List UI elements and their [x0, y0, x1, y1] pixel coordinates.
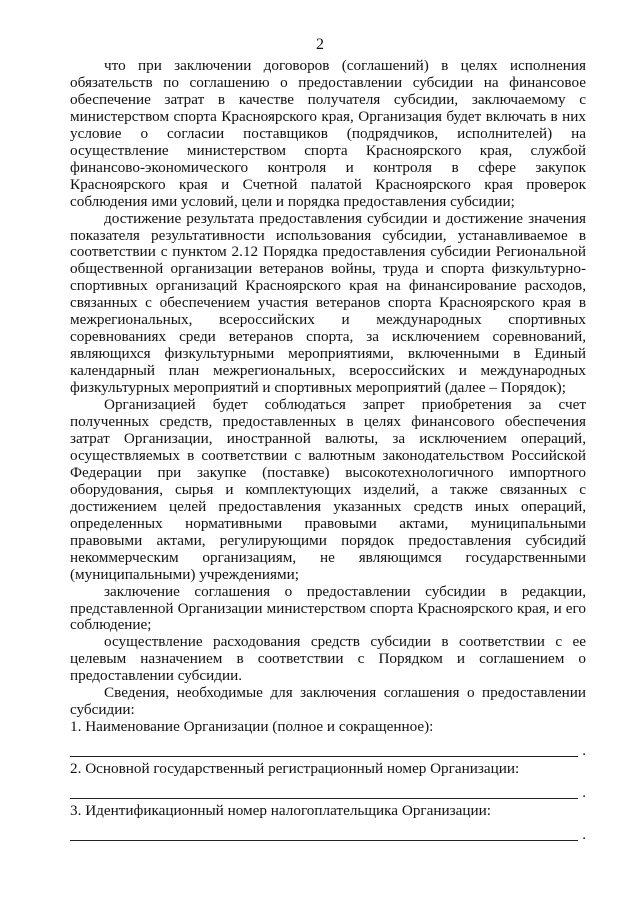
page-number: 2 [316, 36, 324, 53]
field-line-end: . [582, 827, 586, 844]
field-line-end: . [582, 743, 586, 760]
field-line-ogrn[interactable] [70, 778, 586, 802]
field-line-organization-name[interactable] [70, 736, 586, 760]
paragraph-agreement-conclusion: заключение соглашения о предоставлении субсидии в редакции, представленной Организации министерством спорта Красноярского края, и его соблюдение; [70, 582, 586, 634]
document-body [70, 58, 586, 845]
paragraph-required-info: Сведения, необходимые для заключения соглашения о предоставлении субсидии: [70, 684, 586, 719]
field-label-organization-name: 1. Наименование Организации (полное и сокращенное): [70, 718, 434, 736]
field-line-inn[interactable] [70, 820, 586, 844]
paragraph-spending-purpose: осуществление расходования средств субсидии в соответствии с ее целевым назначением в соответствии с Порядком и соглашением о предоставлении субсидии. [70, 633, 586, 685]
field-line-end: . [582, 785, 586, 802]
paragraph-currency-prohibition: Организацией будет соблюдаться запрет приобретения за счет полученных средств, предоставленных в целях финансового обеспечения затрат Организации, иностранной валюты, за исключением операций, осуществляемых в соответствии с валютным законодательством Российской Федерации при закупке (поставке) высокотехнологичного импортного оборудования, сырья и комплектующих изделий, а также связанных с достижением целей предоставления указанных средств иных операций, определенных нормативными правовыми актами, муниципальными правовыми актами, регулирующими порядок предоставления субсидий некоммерческим организациям, не являющимся государственными (муниципальными) учреждениями; [70, 396, 586, 583]
field-label-inn: 3. Идентификационный номер налогоплательщика Организации: [70, 802, 491, 820]
field-label-ogrn: 2. Основной государственный регистрационный номер Организации: [70, 760, 520, 778]
paragraph-subcontractor-consent: что при заключении договоров (соглашений) в целях исполнения обязательств по соглашению о предоставлении субсидии на финансовое обеспечение затрат в качестве получателя субсидии, заключаемому с министерством спорта Красноярского края, Организация будет включать в них условие о согласии поставщиков (подрядчиков, исполнителей) на осуществление министерством спорта Красноярского края, службой финансово-экономического контроля и контроля в сфере закупок Красноярского края и Счетной палатой Красноярского края проверок соблюдения ими условий, цели и порядка предоставления субсидии; [70, 57, 586, 210]
paragraph-result-achievement: достижение результата предоставления субсидии и достижение значения показателя результативности использования субсидии, устанавливаемое в соответствии с пунктом 2.12 Порядка предоставления субсидии Региональной общественной организации ветеранов войны, труда и спорта физкультурно-спортивных организаций Красноярского края на финансирование расходов, связанных с обеспечением участия ветеранов спорта Красноярского края в межрегиональных, всероссийских и международных спортивных соревнованиях среди ветеранов спорта, за исключением соревнований, являющихся физкультурными мероприятиями, включенными в Единый календарный план межрегиональных, всероссийских и международных физкультурных мероприятий и спортивных мероприятий (далее – Порядок); [70, 209, 586, 397]
